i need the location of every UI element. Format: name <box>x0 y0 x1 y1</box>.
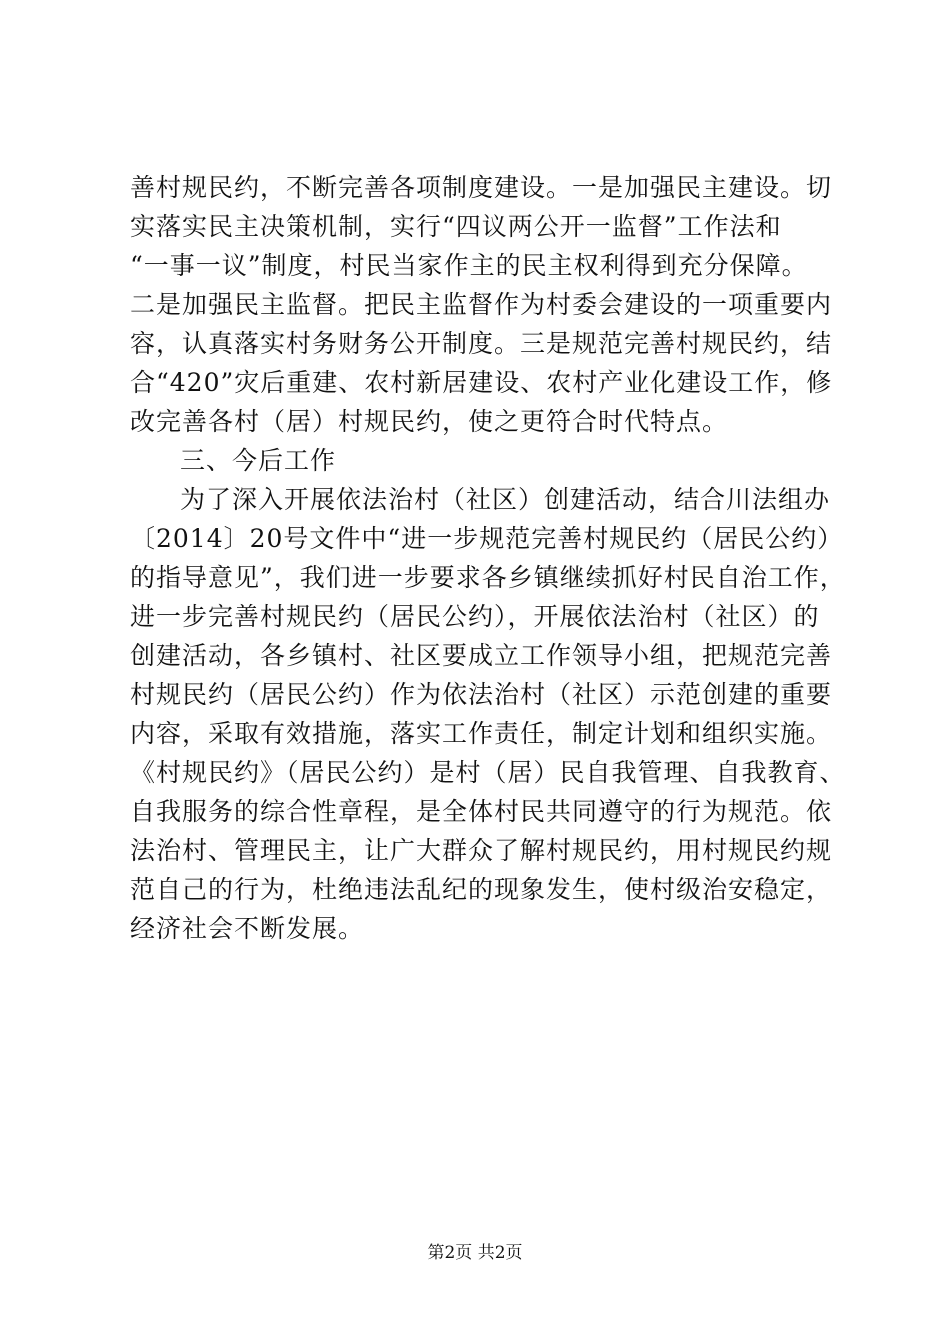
body-line: 二是加强民主监督。把民主监督作为村委会建设的一项重要内 <box>130 290 833 319</box>
document-body <box>130 168 846 948</box>
body-line: 内容，采取有效措施，落实工作责任，制定计划和组织实施。 <box>130 719 833 748</box>
body-line: “一事一议”制度，村民当家作主的民主权利得到充分保障。 <box>130 251 808 280</box>
body-line: 实落实民主决策机制，实行“四议两公开一监督”工作法和 <box>130 212 782 241</box>
body-line: 善村规民约，不断完善各项制度建设。一是加强民主建设。切 <box>130 173 833 202</box>
body-line: 村规民约（居民公约）作为依法治村（社区）示范创建的重要 <box>130 680 833 709</box>
body-line: 范自己的行为，杜绝违法乱纪的现象发生，使村级治安稳定， <box>130 875 833 904</box>
body-line: 〔2014〕20号文件中“进一步规范完善村规民约（居民公约） <box>130 524 844 553</box>
page-number-label: 第2页 共2页 <box>427 1243 523 1263</box>
body-line: 进一步完善村规民约（居民公约），开展依法治村（社区）的 <box>130 602 820 631</box>
body-line: 合“420”灾后重建、农村新居建设、农村产业化建设工作，修 <box>130 368 833 397</box>
body-line: 经济社会不断发展。 <box>130 914 365 943</box>
body-line: 容，认真落实村务财务公开制度。三是规范完善村规民约，结 <box>130 329 833 358</box>
body-line: 《村规民约》（居民公约）是村（居）民自我管理、自我教育、 <box>130 758 846 787</box>
page-footer <box>0 1241 950 1265</box>
body-line: 为了深入开展依法治村（社区）创建活动，结合川法组办 <box>180 485 831 514</box>
body-line: 自我服务的综合性章程，是全体村民共同遵守的行为规范。依 <box>130 797 833 826</box>
body-line: 法治村、管理民主，让广大群众了解村规民约，用村规民约规 <box>130 836 833 865</box>
body-line: 创建活动，各乡镇村、社区要成立工作领导小组，把规范完善 <box>130 641 833 670</box>
body-line: 的指导意见”，我们进一步要求各乡镇继续抓好村民自治工作， <box>130 563 846 592</box>
section-heading: 三、今后工作 <box>180 446 337 475</box>
body-line: 改完善各村（居）村规民约，使之更符合时代特点。 <box>130 407 729 436</box>
